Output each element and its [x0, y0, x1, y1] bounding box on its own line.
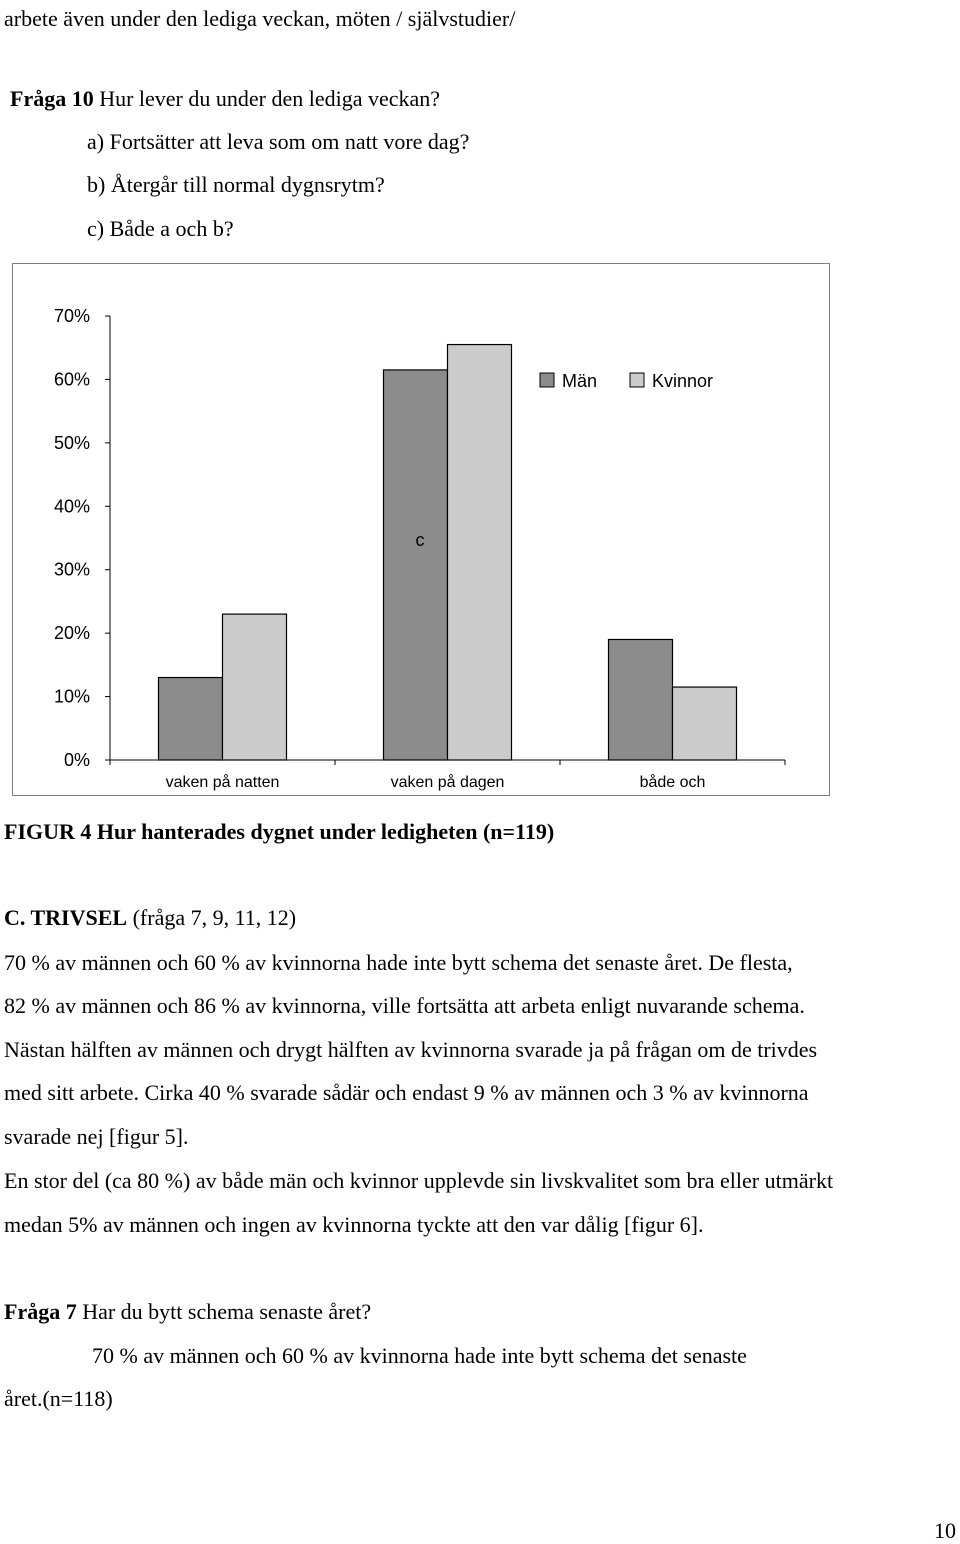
question-7 — [4, 1299, 371, 1325]
page-number: 10 — [934, 1518, 956, 1543]
top-line: arbete även under den lediga veckan, möten / självstudier/ — [4, 6, 516, 31]
x-category-label: vaken på dagen — [390, 774, 505, 791]
bar-kvinnor-1 — [448, 345, 512, 760]
paragraph-line: medan 5% av männen och ingen av kvinnorna tyckte att den var dålig [figur 6]. — [4, 1212, 704, 1237]
y-tick-label: 50% — [53, 432, 90, 453]
bar-man-1 — [384, 370, 448, 760]
x-category-label: vaken på natten — [165, 774, 280, 791]
x-category-label: både och — [639, 774, 706, 791]
legend-label: Kvinnor — [652, 371, 714, 391]
section-c-label: C. TRIVSEL — [4, 905, 128, 930]
legend-swatch — [630, 373, 644, 387]
bar-kvinnor-0 — [223, 614, 287, 760]
option-c: c) Både a och b? — [87, 216, 234, 241]
question-7-answer-line-2: året.(n=118) — [4, 1386, 113, 1411]
paragraph-line: med sitt arbete. Cirka 40 % svarade sådär och endast 9 % av männen och 3 % av kvinnorna — [4, 1080, 809, 1105]
bar-man-0 — [159, 678, 223, 760]
legend-swatch — [540, 373, 554, 387]
legend-label: Män — [562, 371, 598, 391]
y-tick-label: 30% — [53, 559, 90, 580]
y-tick-label: 40% — [53, 496, 90, 517]
figure-caption: FIGUR 4 Hur hanterades dygnet under ledigheten (n=119) — [4, 819, 555, 844]
bar-kvinnor-2 — [673, 687, 737, 760]
question-7-label: Fråga 7 — [4, 1299, 77, 1324]
chart-annotation: c — [415, 530, 425, 550]
paragraph-line: 82 % av männen och 86 % av kvinnorna, ville fortsätta att arbeta enligt nuvarande schema. — [4, 993, 805, 1018]
paragraph-line: 70 % av männen och 60 % av kvinnorna hade inte bytt schema det senaste året. De flesta, — [4, 950, 793, 975]
question-10-text: Hur lever du under den lediga veckan? — [93, 86, 441, 111]
y-tick-label: 10% — [53, 686, 90, 707]
y-tick-label: 70% — [53, 306, 90, 326]
paragraph-line: Nästan hälften av männen och drygt hälften av kvinnorna svarade ja på frågan om de trivdes — [4, 1037, 818, 1062]
option-a: a) Fortsätter att leva som om natt vore dag? — [87, 129, 470, 154]
y-tick-label: 20% — [53, 623, 90, 644]
y-tick-label: 0% — [63, 750, 90, 770]
section-c-heading — [4, 905, 296, 931]
option-b: b) Återgår till normal dygnsrytm? — [87, 172, 385, 197]
y-tick-label: 60% — [53, 369, 90, 390]
paragraph-line: svarade nej [figur 5]. — [4, 1124, 189, 1149]
question-10-label: Fråga 10 — [10, 86, 94, 111]
bar-man-2 — [609, 639, 673, 760]
question-7-answer-line-1: 70 % av männen och 60 % av kvinnorna hade inte bytt schema det senaste — [92, 1343, 747, 1368]
question-7-text: Har du bytt schema senaste året? — [76, 1299, 372, 1324]
paragraph-line: En stor del (ca 80 %) av både män och kvinnor upplevde sin livskvalitet som bra eller utmärkt — [4, 1168, 834, 1193]
section-c-suffix: (fråga 7, 9, 11, 12) — [127, 905, 297, 930]
